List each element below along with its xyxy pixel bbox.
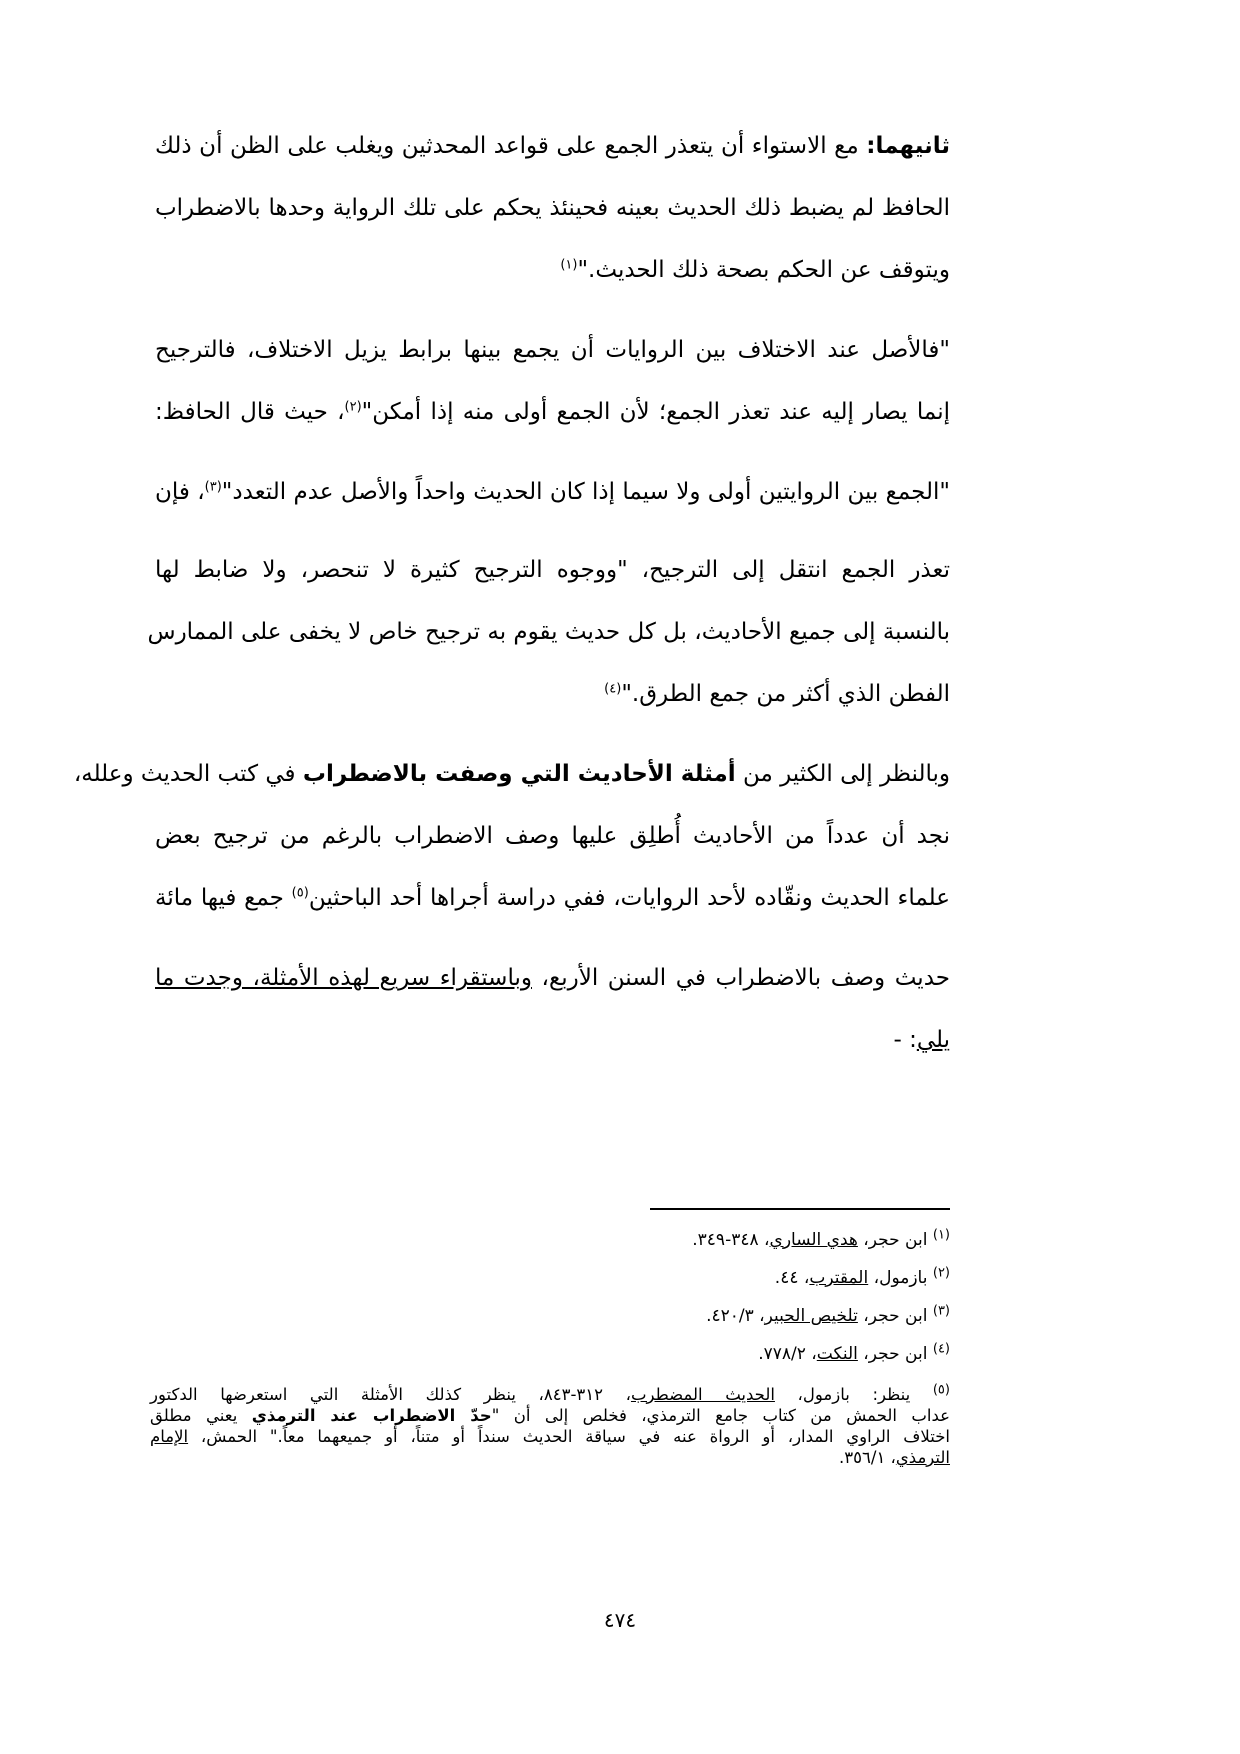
footnote-number: (٥): [932, 1382, 950, 1398]
body-text: ، حيث قال الحافظ:: [155, 399, 345, 425]
underlined-text: وباستقراء سريع لهذه الأمثلة، وجدت ما: [155, 965, 532, 991]
footnote-text: بازمول،: [868, 1268, 933, 1288]
footnote-ref[interactable]: (٣): [204, 479, 222, 495]
footnote-text: ابن حجر،: [857, 1230, 933, 1250]
footnote-line: [150, 1447, 950, 1468]
underlined-text: يلي: [916, 1027, 950, 1053]
footnote-line: [150, 1405, 950, 1426]
body-line: بالنسبة إلى جميع الأحاديث، بل كل حديث يقوم به ترجيح خاص لا يخفى على الممارس: [147, 619, 950, 645]
body-text: ، فإن: [155, 479, 205, 505]
bold-term: ثانيهما:: [866, 133, 950, 159]
body-text: حديث وصف بالاضطراب في السنن الأربع،: [531, 965, 950, 991]
body-line: [155, 129, 950, 163]
body-text: في كتب الحديث وعلله،: [73, 761, 303, 787]
footnote-source-title: المقترب: [809, 1268, 869, 1288]
footnote-text: ، ٣١٢-٨٤٣، ينظر كذلك الأمثلة التي استعرضها الدكتور: [150, 1385, 631, 1404]
body-line: [155, 395, 950, 429]
body-text: ويتوقف عن الحكم بصحة ذلك الحديث.": [577, 257, 950, 283]
footnote-text: ، ٣٤٨-٣٤٩.: [692, 1230, 770, 1250]
footnote-5: [150, 1384, 950, 1468]
footnote-source-title: الإمام: [150, 1427, 189, 1446]
footnote-text: عداب الحمش من كتاب جامع الترمذي، فخلص إلى أن ": [491, 1406, 951, 1425]
footnote-line: [150, 1384, 950, 1405]
body-line: "فالأصل عند الاختلاف بين الروايات أن يجمع بينها برابط يزيل الاختلاف، فالترجيح: [155, 337, 950, 363]
footnote-ref[interactable]: (٤): [604, 681, 622, 697]
page-number: ٤٧٤: [603, 1608, 637, 1632]
footnote-number: (١): [932, 1227, 950, 1243]
footnote-text: اختلاف الراوي المدار، أو الرواة عنه في سياقة الحديث سنداً أو متناً، أو جميعهما معاً." الحمش،: [188, 1427, 950, 1446]
body-text: علماء الحديث ونقّاده لأحد الروايات، ففي دراسة أجراها أحد الباحثين: [308, 885, 950, 911]
footnote-text: ، ٣٥٦/١.: [839, 1448, 896, 1467]
footnote-text: ، ٤٢٠/٣.: [706, 1306, 765, 1326]
body-text: مع الاستواء أن يتعذر الجمع على قواعد المحدثين ويغلب على الظن أن ذلك: [155, 133, 867, 159]
body-line: [73, 757, 950, 791]
body-text: الفطن الذي أكثر من جمع الطرق.": [621, 681, 950, 707]
footnote-2: [775, 1264, 950, 1292]
footnote-1: [692, 1226, 950, 1254]
footnote-source-title: هدي الساري: [769, 1230, 858, 1250]
body-line: [155, 961, 950, 995]
footnote-3: [706, 1302, 950, 1330]
footnote-number: (٣): [932, 1303, 950, 1319]
body-line: تعذر الجمع انتقل إلى الترجيح، "ووجوه الترجيح كثيرة لا تنحصر، ولا ضابط لها: [155, 557, 950, 583]
footnote-text: يعني مطلق: [150, 1406, 252, 1425]
footnote-number: (٢): [932, 1265, 950, 1281]
footnote-text: ، ٤٤.: [774, 1268, 810, 1288]
body-line: [155, 1023, 950, 1057]
footnote-text: ابن حجر،: [857, 1306, 933, 1326]
footnote-number: (٤): [932, 1341, 950, 1357]
bold-term: حدّ الاضطراب عند الترمذي: [251, 1406, 492, 1425]
footnote-separator: [650, 1208, 950, 1210]
body-text: إنما يصار إليه عند تعذر الجمع؛ لأن الجمع أولى منه إذا أمكن": [361, 399, 951, 425]
body-text: وبالنظر إلى الكثير من: [735, 761, 950, 787]
bold-term: أمثلة الأحاديث التي وصفت بالاضطراب: [302, 761, 736, 787]
footnote-text: ينظر: بازمول،: [774, 1385, 933, 1404]
footnote-ref[interactable]: (١): [560, 257, 578, 273]
footnote-ref[interactable]: (٥): [291, 885, 309, 901]
body-text: جمع فيها مائة: [155, 885, 292, 911]
footnote-text: ابن حجر،: [857, 1344, 933, 1364]
body-line: [155, 881, 950, 915]
footnote-ref[interactable]: (٢): [344, 399, 362, 415]
body-line: [155, 253, 950, 287]
body-text: "الجمع بين الروايتين أولى ولا سيما إذا كان الحديث واحداً والأصل عدم التعدد": [221, 479, 950, 505]
body-line: نجد أن عدداً من الأحاديث أُطلِق عليها وصف الاضطراب بالرغم من ترجيح بعض: [155, 823, 950, 849]
footnote-source-title: الترمذي: [895, 1448, 950, 1467]
footnote-source-title: تلخيص الحبير: [764, 1306, 858, 1326]
footnote-line: [150, 1426, 950, 1447]
body-line: [155, 475, 950, 509]
body-line: الحافظ لم يضبط ذلك الحديث بعينه فحينئذ يحكم على تلك الرواية وحدها بالاضطراب: [155, 195, 950, 221]
footnote-text: ، ٧٧٨/٢.: [758, 1344, 817, 1364]
footnote-source-title: النكت: [816, 1344, 858, 1364]
footnote-source-title: الحديث المضطرب: [630, 1385, 775, 1404]
body-text: : -: [893, 1027, 917, 1053]
footnote-4: [758, 1340, 950, 1368]
body-line: [155, 677, 950, 711]
